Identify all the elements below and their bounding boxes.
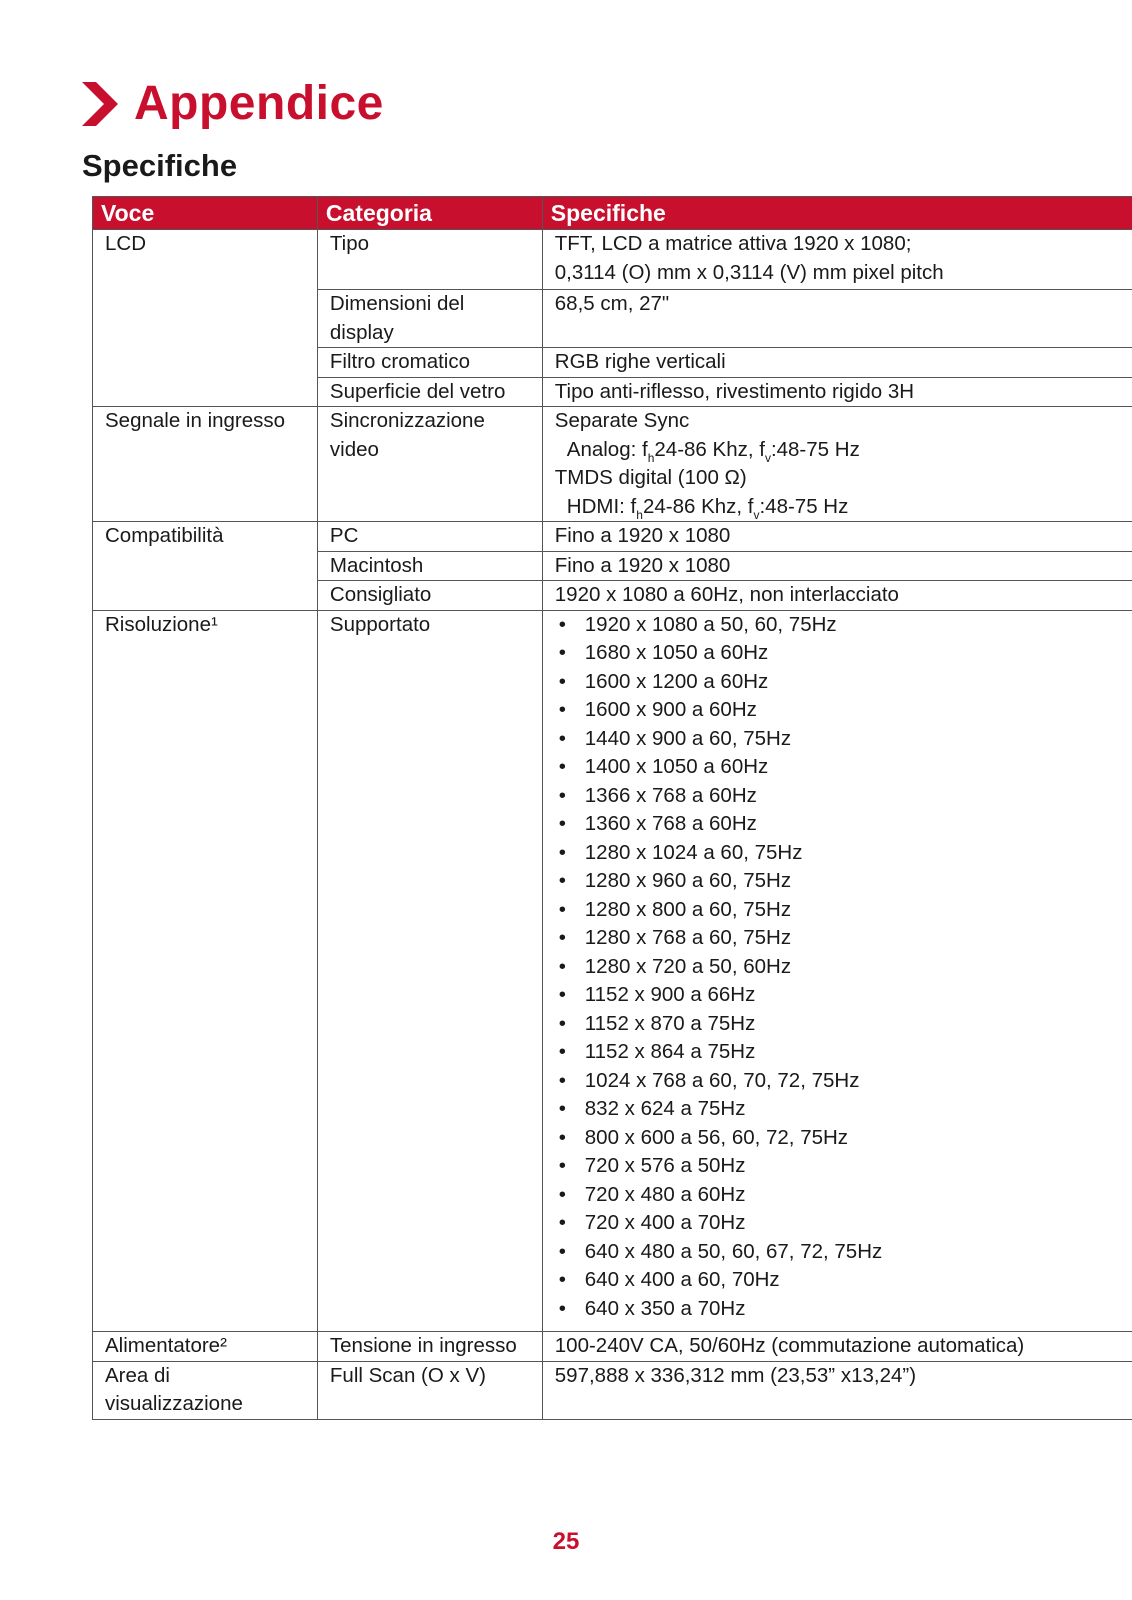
list-item: • 1440 x 900 a 60, 75Hz xyxy=(555,725,1120,754)
spec-analog xyxy=(555,436,1120,465)
cat-fullscan: Full Scan (O x V) xyxy=(317,1361,542,1419)
analog-sub-v: v xyxy=(764,450,771,465)
voce-area: Area di visualizzazione xyxy=(93,1361,318,1419)
list-item: • 720 x 400 a 70Hz xyxy=(555,1209,1120,1238)
spec-pc: Fino a 1920 x 1080 xyxy=(542,522,1132,552)
list-item: • 1920 x 1080 a 50, 60, 75Hz xyxy=(555,611,1120,640)
spec-dimensioni: 68,5 cm, 27" xyxy=(542,290,1132,348)
cat-dimensioni: Dimensioni del display xyxy=(317,290,542,348)
spec-table xyxy=(92,196,1132,1420)
list-item: • 640 x 480 a 50, 60, 67, 72, 75Hz xyxy=(555,1238,1120,1267)
cat-macintosh: Macintosh xyxy=(317,551,542,581)
list-item: • 1600 x 900 a 60Hz xyxy=(555,696,1120,725)
list-item: • 720 x 576 a 50Hz xyxy=(555,1152,1120,1181)
cat-filtro: Filtro cromatico xyxy=(317,348,542,378)
list-item: • 1280 x 1024 a 60, 75Hz xyxy=(555,839,1120,868)
hdmi-prefix: HDMI: f xyxy=(566,494,637,518)
hdmi-suffix: :48-75 Hz xyxy=(759,494,849,518)
list-item: • 1680 x 1050 a 60Hz xyxy=(555,639,1120,668)
analog-mid: 24-86 Khz, f xyxy=(654,437,765,461)
spec-macintosh: Fino a 1920 x 1080 xyxy=(542,551,1132,581)
table-row xyxy=(93,1332,1132,1362)
hdmi-sub-v: v xyxy=(753,507,760,522)
hdmi-mid: 24-86 Khz, f xyxy=(642,494,754,518)
list-item: • 1400 x 1050 a 60Hz xyxy=(555,753,1120,782)
spec-superficie: Tipo anti-riflesso, rivestimento rigido 3H xyxy=(542,377,1132,407)
list-item: • 720 x 480 a 60Hz xyxy=(555,1181,1120,1210)
voce-compatibilita: Compatibilità xyxy=(93,522,318,611)
table-row xyxy=(93,407,1132,522)
analog-suffix: :48-75 Hz xyxy=(770,437,860,461)
list-item: • 640 x 350 a 70Hz xyxy=(555,1295,1120,1324)
table-row xyxy=(93,522,1132,552)
spec-segnale-line1: Separate Sync xyxy=(554,409,690,432)
list-item: • 1280 x 960 a 60, 75Hz xyxy=(555,867,1120,896)
list-item: • 1366 x 768 a 60Hz xyxy=(555,782,1120,811)
spec-segnale xyxy=(542,407,1132,522)
spec-filtro: RGB righe verticali xyxy=(542,348,1132,378)
list-item: • 1152 x 870 a 75Hz xyxy=(555,1010,1120,1039)
list-item: • 640 x 400 a 60, 70Hz xyxy=(555,1266,1120,1295)
spec-tensione: 100-240V CA, 50/60Hz (commutazione automatica) xyxy=(542,1332,1132,1362)
table-row xyxy=(93,230,1132,290)
spec-tipo-line2: 0,3114 (O) mm x 0,3114 (V) mm pixel pitch xyxy=(554,260,944,284)
spec-tmds: TMDS digital (100 Ω) xyxy=(554,466,747,489)
list-item: • 1152 x 900 a 66Hz xyxy=(555,981,1120,1010)
list-item: • 832 x 624 a 75Hz xyxy=(555,1095,1120,1124)
page-header xyxy=(80,76,384,132)
spec-tipo-line1: TFT, LCD a matrice attiva 1920 x 1080; xyxy=(554,232,912,255)
list-item: • 1360 x 768 a 60Hz xyxy=(555,810,1120,839)
analog-sub-h: h xyxy=(647,450,655,465)
section-title: Specifiche xyxy=(82,148,238,183)
voce-lcd: LCD xyxy=(93,230,318,407)
list-item: • 1600 x 1200 a 60Hz xyxy=(555,668,1120,697)
cat-pc: PC xyxy=(317,522,542,552)
list-item: • 1280 x 720 a 50, 60Hz xyxy=(555,953,1120,982)
spec-tipo xyxy=(542,230,1132,290)
resolution-list xyxy=(555,611,1120,1324)
cat-tipo: Tipo xyxy=(317,230,542,290)
spec-risoluzioni xyxy=(542,610,1132,1332)
table-header-row xyxy=(93,197,1132,230)
chevron-right-icon xyxy=(80,80,120,128)
list-item: • 1280 x 768 a 60, 75Hz xyxy=(555,924,1120,953)
list-item: • 1152 x 864 a 75Hz xyxy=(555,1038,1120,1067)
page-number: 25 xyxy=(552,1528,580,1555)
analog-prefix: Analog: f xyxy=(566,437,648,461)
list-item: • 1024 x 768 a 60, 70, 72, 75Hz xyxy=(555,1067,1120,1096)
list-item: • 800 x 600 a 56, 60, 72, 75Hz xyxy=(555,1124,1120,1153)
page-title: Appendice xyxy=(134,77,384,130)
cat-sincronizzazione: Sincronizzazione video xyxy=(317,407,542,522)
spec-fullscan: 597,888 x 336,312 mm (23,53” x13,24”) xyxy=(542,1361,1132,1419)
header-voce: Voce xyxy=(93,197,318,230)
table-row xyxy=(93,610,1132,1332)
spec-hdmi xyxy=(555,493,1120,522)
cat-tensione: Tensione in ingresso xyxy=(317,1332,542,1362)
voce-risoluzione: Risoluzione¹ xyxy=(93,610,318,1332)
cat-consigliato: Consigliato xyxy=(317,581,542,611)
voce-alimentatore: Alimentatore² xyxy=(93,1332,318,1362)
voce-segnale: Segnale in ingresso xyxy=(93,407,318,522)
table-row xyxy=(93,1361,1132,1419)
hdmi-sub-h: h xyxy=(636,507,643,522)
list-item: • 1280 x 800 a 60, 75Hz xyxy=(555,896,1120,925)
cat-supportato: Supportato xyxy=(317,610,542,1332)
header-categoria: Categoria xyxy=(317,197,542,230)
cat-superficie: Superficie del vetro xyxy=(317,377,542,407)
spec-consigliato: 1920 x 1080 a 60Hz, non interlacciato xyxy=(542,581,1132,611)
header-specifiche: Specifiche xyxy=(542,197,1132,230)
